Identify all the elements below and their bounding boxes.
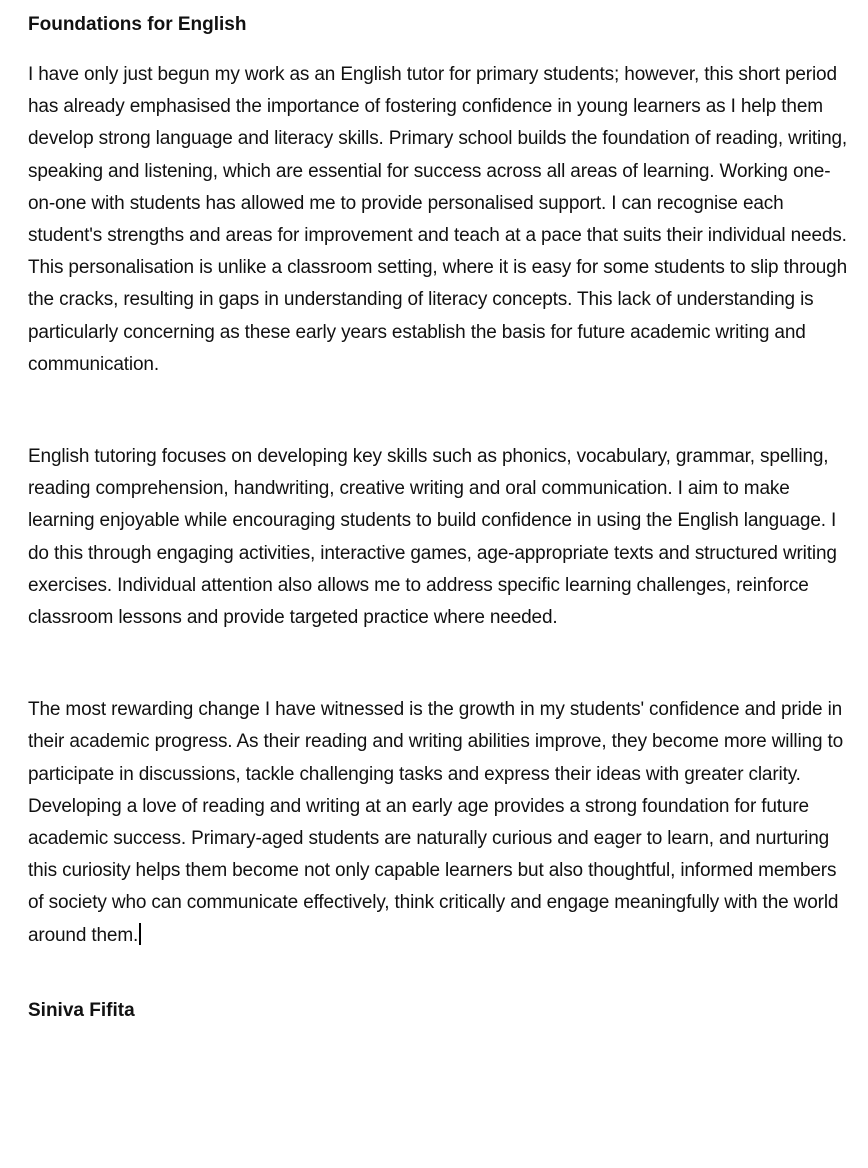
text-cursor	[139, 923, 141, 945]
paragraph-3[interactable]	[28, 694, 848, 952]
paragraph-2[interactable]: English tutoring focuses on developing key skills such as phonics, vocabulary, grammar, spelling, reading comprehension, handwriting, creative writing and oral communication. I aim to make learning enjoyable while encouraging students to build confidence in using the English language. I do this through engaging activities, interactive games, age-appropriate texts and structured writing exercises. Individual attention also allows me to address specific learning challenges, reinforce classroom lessons and provide targeted practice where needed.	[28, 446, 837, 629]
paragraph-1[interactable]: I have only just begun my work as an English tutor for primary students; however, this short period has already emphasised the importance of fostering confidence in young learners as I help them develop strong language and literacy skills. Primary school builds the foundation of reading, writing, speaking and listening, which are essential for success across all areas of learning. Working one-on-one with students has allowed me to provide personalised support. I can recognise each student's strengths and areas for improvement and teach at a pace that suits their individual needs. This personalisation is unlike a classroom setting, where it is easy for some students to slip through the cracks, resulting in gaps in understanding of literacy concepts. This lack of understanding is particularly concerning as these early years establish the basis for future academic writing and communication.	[28, 64, 848, 375]
paragraph-3-text: The most rewarding change I have witnessed is the growth in my students' confidence and pride in their academic progress. As their reading and writing abilities improve, they become more willing to participate in discussions, tackle challenging tasks and express their ideas with greater clarity. Developing a love of reading and writing at an early age provides a strong foundation for future academic success. Primary-aged students are naturally curious and eager to learn, and nurturing this curiosity helps them become not only capable learners but also thoughtful, informed members of society who can communicate effectively, think critically and engage meaningfully with the world around them.	[28, 699, 844, 946]
author-signature: Siniva Fifita	[28, 999, 135, 1021]
document-body[interactable]	[28, 12, 848, 1024]
document-title: Foundations for English	[28, 14, 247, 35]
